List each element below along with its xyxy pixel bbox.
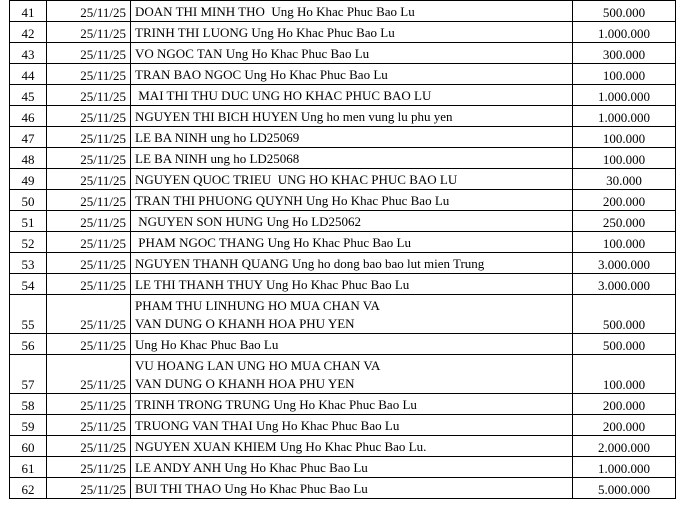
table-row — [10, 436, 676, 457]
row-number: 49 — [10, 169, 47, 190]
donation-amount: 100.000 — [573, 232, 676, 253]
transaction-date: 25/11/25 — [47, 190, 131, 211]
transaction-description — [131, 211, 573, 232]
description-line: VO NGOC TAN Ung Ho Khac Phuc Bao Lu — [135, 46, 370, 61]
donation-amount: 1.000.000 — [573, 85, 676, 106]
description-line: BUI THI THAO Ung Ho Khac Phuc Bao Lu — [135, 481, 368, 496]
table-row — [10, 334, 676, 355]
transaction-description — [131, 232, 573, 253]
donation-amount: 1.000.000 — [573, 22, 676, 43]
donation-amount: 100.000 — [573, 127, 676, 148]
donation-table — [9, 0, 676, 499]
row-number: 43 — [10, 43, 47, 64]
row-number: 42 — [10, 22, 47, 43]
description-line: DOAN THI MINH THO Ung Ho Khac Phuc Bao Lu — [135, 4, 415, 19]
transaction-description — [131, 148, 573, 169]
row-number: 55 — [10, 295, 47, 334]
donation-amount: 500.000 — [573, 1, 676, 22]
description-line: VU HOANG LAN UNG HO MUA CHAN VA — [135, 358, 381, 373]
transaction-date: 25/11/25 — [47, 232, 131, 253]
table-row — [10, 127, 676, 148]
donation-amount: 300.000 — [573, 43, 676, 64]
description-line: NGUYEN QUOC TRIEU UNG HO KHAC PHUC BAO LU — [135, 172, 458, 187]
transaction-description — [131, 415, 573, 436]
donation-amount: 500.000 — [573, 334, 676, 355]
description-line: NGUYEN SON HUNG Ung Ho LD25062 — [135, 214, 362, 229]
row-number: 58 — [10, 394, 47, 415]
row-number: 57 — [10, 355, 47, 394]
donation-table-body — [10, 1, 676, 499]
row-number: 60 — [10, 436, 47, 457]
donation-amount: 100.000 — [573, 355, 676, 394]
transaction-date: 25/11/25 — [47, 43, 131, 64]
row-number: 46 — [10, 106, 47, 127]
row-number: 54 — [10, 274, 47, 295]
description-line: TRINH TRONG TRUNG Ung Ho Khac Phuc Bao Lu — [135, 397, 417, 412]
transaction-date: 25/11/25 — [47, 211, 131, 232]
donation-amount: 30.000 — [573, 169, 676, 190]
description-line: NGUYEN THI BICH HUYEN Ung ho men vung lu phu yen — [135, 109, 453, 124]
table-row — [10, 22, 676, 43]
transaction-description — [131, 85, 573, 106]
table-row — [10, 190, 676, 211]
transaction-description — [131, 394, 573, 415]
description-line: PHAM THU LINHUNG HO MUA CHAN VA — [135, 298, 380, 313]
description-line: TRAN BAO NGOC Ung Ho Khac Phuc Bao Lu — [135, 67, 388, 82]
transaction-description — [131, 274, 573, 295]
row-number: 50 — [10, 190, 47, 211]
description-line: MAI THI THU DUC UNG HO KHAC PHUC BAO LU — [135, 88, 432, 103]
table-row — [10, 457, 676, 478]
donation-amount: 1.000.000 — [573, 457, 676, 478]
transaction-description — [131, 355, 573, 394]
transaction-description — [131, 22, 573, 43]
transaction-description — [131, 295, 573, 334]
description-line: LE BA NINH ung ho LD25068 — [135, 151, 300, 166]
donation-amount: 3.000.000 — [573, 253, 676, 274]
description-line: LE THI THANH THUY Ung Ho Khac Phuc Bao Lu — [135, 277, 410, 292]
table-row — [10, 1, 676, 22]
table-row — [10, 211, 676, 232]
transaction-date: 25/11/25 — [47, 85, 131, 106]
row-number: 62 — [10, 478, 47, 499]
table-row — [10, 106, 676, 127]
donation-amount: 100.000 — [573, 64, 676, 85]
transaction-date: 25/11/25 — [47, 64, 131, 85]
transaction-date: 25/11/25 — [47, 148, 131, 169]
row-number: 47 — [10, 127, 47, 148]
row-number: 61 — [10, 457, 47, 478]
description-line: NGUYEN THANH QUANG Ung ho dong bao bao lut mien Trung — [135, 256, 485, 271]
description-line: LE BA NINH ung ho LD25069 — [135, 130, 300, 145]
table-row — [10, 253, 676, 274]
transaction-date: 25/11/25 — [47, 355, 131, 394]
transaction-date: 25/11/25 — [47, 295, 131, 334]
description-line: PHAM NGOC THANG Ung Ho Khac Phuc Bao Lu — [135, 235, 411, 250]
transaction-date: 25/11/25 — [47, 274, 131, 295]
transaction-date: 25/11/25 — [47, 253, 131, 274]
transaction-description — [131, 1, 573, 22]
donation-amount: 250.000 — [573, 211, 676, 232]
transaction-description — [131, 169, 573, 190]
table-row — [10, 232, 676, 253]
table-row — [10, 274, 676, 295]
transaction-date: 25/11/25 — [47, 457, 131, 478]
transaction-description — [131, 457, 573, 478]
row-number: 53 — [10, 253, 47, 274]
table-row — [10, 415, 676, 436]
transaction-description — [131, 43, 573, 64]
donation-amount: 200.000 — [573, 415, 676, 436]
donation-amount: 500.000 — [573, 295, 676, 334]
row-number: 56 — [10, 334, 47, 355]
table-row — [10, 394, 676, 415]
transaction-date: 25/11/25 — [47, 22, 131, 43]
table-row — [10, 43, 676, 64]
transaction-date: 25/11/25 — [47, 334, 131, 355]
donation-amount: 100.000 — [573, 148, 676, 169]
row-number: 41 — [10, 1, 47, 22]
row-number: 48 — [10, 148, 47, 169]
table-row — [10, 85, 676, 106]
row-number: 59 — [10, 415, 47, 436]
table-row — [10, 148, 676, 169]
table-row — [10, 64, 676, 85]
donation-amount: 5.000.000 — [573, 478, 676, 499]
transaction-description — [131, 106, 573, 127]
transaction-date: 25/11/25 — [47, 394, 131, 415]
transaction-description — [131, 64, 573, 85]
transaction-description — [131, 253, 573, 274]
transaction-date: 25/11/25 — [47, 127, 131, 148]
transaction-description — [131, 334, 573, 355]
row-number: 51 — [10, 211, 47, 232]
donation-amount: 1.000.000 — [573, 106, 676, 127]
donation-amount: 200.000 — [573, 190, 676, 211]
table-row — [10, 295, 676, 334]
transaction-description — [131, 127, 573, 148]
donation-amount: 3.000.000 — [573, 274, 676, 295]
table-row — [10, 478, 676, 499]
description-line: Ung Ho Khac Phuc Bao Lu — [135, 337, 279, 352]
transaction-date: 25/11/25 — [47, 415, 131, 436]
description-line: LE ANDY ANH Ung Ho Khac Phuc Bao Lu — [135, 460, 368, 475]
table-row — [10, 169, 676, 190]
transaction-description — [131, 478, 573, 499]
transaction-date: 25/11/25 — [47, 478, 131, 499]
transaction-date: 25/11/25 — [47, 106, 131, 127]
description-line: TRINH THI LUONG Ung Ho Khac Phuc Bao Lu — [135, 25, 395, 40]
description-line: VAN DUNG O KHANH HOA PHU YEN — [135, 376, 355, 391]
transaction-date: 25/11/25 — [47, 169, 131, 190]
donation-amount: 2.000.000 — [573, 436, 676, 457]
description-line: TRUONG VAN THAI Ung Ho Khac Phuc Bao Lu — [135, 418, 400, 433]
description-line: TRAN THI PHUONG QUYNH Ung Ho Khac Phuc Bao Lu — [135, 193, 450, 208]
table-row — [10, 355, 676, 394]
row-number: 52 — [10, 232, 47, 253]
description-line: NGUYEN XUAN KHIEM Ung Ho Khac Phuc Bao Lu. — [135, 439, 427, 454]
donation-amount: 200.000 — [573, 394, 676, 415]
transaction-date: 25/11/25 — [47, 1, 131, 22]
row-number: 45 — [10, 85, 47, 106]
description-line: VAN DUNG O KHANH HOA PHU YEN — [135, 316, 355, 331]
row-number: 44 — [10, 64, 47, 85]
transaction-date: 25/11/25 — [47, 436, 131, 457]
transaction-description — [131, 190, 573, 211]
transaction-description — [131, 436, 573, 457]
